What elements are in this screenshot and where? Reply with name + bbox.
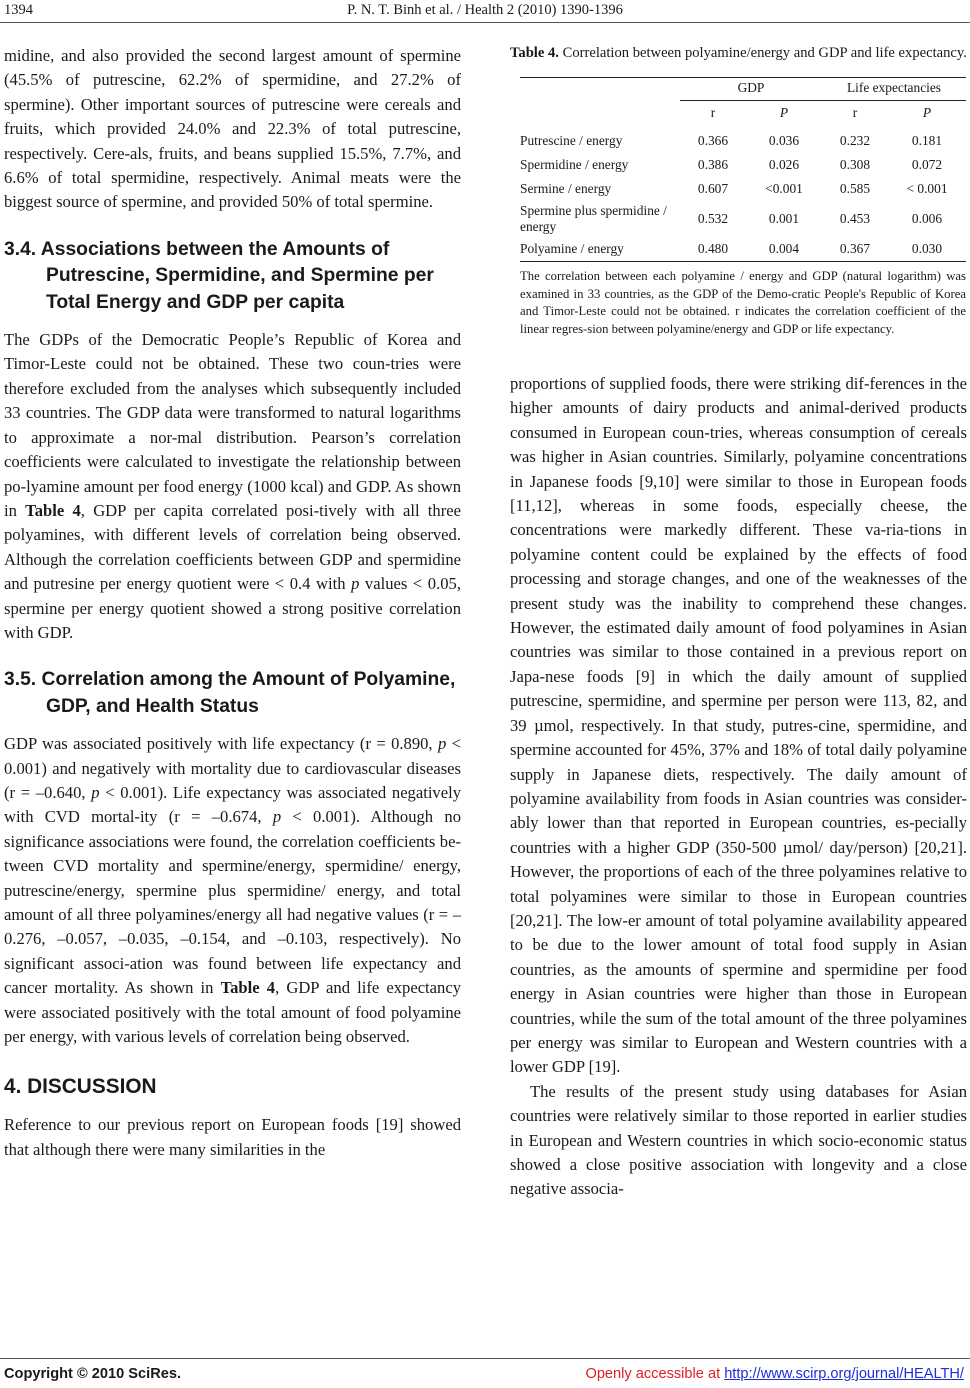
copyright-notice: Copyright © 2010 SciRes. [4, 1366, 182, 1382]
table-4-block [510, 44, 967, 338]
paragraph-results-continued: midine, and also provided the second largest amount of spermine (45.5% of putrescine, 62.2% of spermidine, and 27.2% of spermine). Other important sources of putrescine were cereals and fruits, which provided 24.0% and 22.3% of total putrescine, respectively. Cere-als, fruits, and beans supplied 15.5%, 7.7%, and 6.6% of total spermidine, respectively. Animal meats were the biggest source of spermine, and provided 50% of total spermine. [4, 46, 461, 212]
col-header-p: P [779, 105, 789, 120]
table-row: Sermine / energy 0.607 <0.001 0.585 < 0.001 [520, 181, 948, 196]
section-heading-discussion: 4. DISCUSSION [4, 1075, 157, 1099]
paragraph-discussion-continued: proportions of supplied foods, there were striking dif-ferences in the higher amounts of dairy products and animal-derived products consumed in European coun-tries, whereas consumption of cereals was higher in Asian countries. Similarly, polyamine concentrations in Japanese foods [9,10] were similar to those in European foods [11,12], whereas in some foods, especially cheese, the concentrations were markedly different. These va-ria-tions in polyamine content could be explained by the effects of food processing and storage changes, and one of the weaknesses of the present study was the inability to comprehend these changes. However, the estimated daily amount of food polyamines in Asian countries was similar to those contained in a previous report on Japa-nese foods [9] in which the daily amount of supplied putrescine, spermidine, and spermine per person were 113, 82, and 39 µmol, respectively. In that study, putres-cine, spermidine, and spermine accounted for 45%, 37% and 18% of total daily polyamine supply in Japanese diets, respectively. The daily amount of polyamine availability from foods in Asian countries was consider-ably lower than that reported in European countries, es-pecially countries with a higher GDP (350-500 µmol/ day/person) [20,21]. However, the proportions of each of the three polyamines relative to total polyamines were similar to those in European countries [20,21]. The low-er amount of total polyamine availability appeared to be due to the lower amount of total food supply in Asian countries, as the amounts of spermine and spermidine per food energy in Asian countries were higher than those in European countries, while the sum of the total amount of the three polyamines per energy was similar to European and Western countries with a lower GDP [19]. [510, 374, 967, 1077]
left-column [4, 44, 461, 1162]
col-header-r: r [852, 105, 858, 120]
table-footnote: The correlation between each polyamine / energy and GDP (natural logarithm) was examined in 33 countries, as the GDP of the Demo-cratic People's Republic of Korea and Timor-Leste could not be obtained. r indicates the correlation coefficient of the linear regres-sion between polyamine/energy and GDP or life expectancy. [520, 269, 966, 336]
col-header-p: P [922, 105, 932, 120]
col-header-r: r [710, 105, 716, 120]
section-heading-3-5: 3.5. Correlation among the Amount of Polyamine, GDP, and Health Status [4, 669, 456, 717]
table-reference[interactable]: Table 4 [25, 500, 81, 520]
paragraph-discussion-start: Reference to our previous report on European foods [19] showed that although there were many similarities in the [4, 1115, 461, 1159]
paragraph-health-status: GDP was associated positively with life expectancy (r = 0.890, p < 0.001) and negatively with mortality due to cardiovascular diseases (r = –0.640, p < 0.001). Life expectancy was associated negatively with CVD mortal-ity (r = –0.674, p < 0.001). Although no significance associations were found, the correlation coefficients be-tween CVD mortality and spermine/energy, spermidine/ energy, putrescine/energy, spermine plus spermidine/ energy, and total amount of all three polyamines/energy all had negative values (r = –0.276, –0.057, –0.035, –0.154, and –0.103, respectively). No significant associ-ation was found between life expectancy and cancer mortality. As shown in Table 4, GDP and life expectancy were associated positively with the total amount of food polyamine per energy, with various levels of correlation being observed. [4, 734, 462, 1047]
journal-link[interactable]: http://www.scirp.org/journal/HEALTH/ [724, 1366, 964, 1382]
page-number: 1394 [4, 2, 33, 18]
table-caption: Table 4. Correlation between polyamine/energy and GDP and life expectancy. [510, 45, 967, 61]
table-row: Polyamine / energy 0.480 0.004 0.367 0.030 [520, 241, 943, 256]
table-reference[interactable]: Table 4 [220, 978, 276, 998]
table-row: Putrescine / energy 0.366 0.036 0.232 0.181 [520, 133, 943, 148]
running-title: P. N. T. Binh et al. / Health 2 (2010) 1390-1396 [347, 2, 623, 18]
right-column [510, 372, 967, 1202]
page-header [0, 0, 970, 24]
paragraph-results-comparison: The results of the present study using databases for Asian countries were relatively similar to those reported in earlier studies in European and Western countries in which socio-economic status showed a close positive association with longevity and a close negative associa- [510, 1081, 967, 1199]
paragraph-gdp-association: The GDPs of the Democratic People’s Republic of Korea and Timor-Leste could not be obtained. These two coun-tries were therefore excluded from the analyses which subsequently included 33 countries. The GDP data were transformed to natural logarithms to approximate a nor-mal distribution. Pearson’s correlation coefficients were calculated to investigate the relationship between po-lyamine amount per food energy (1000 kcal) and GDP. As shown in Table 4, GDP per capita correlated posi-tively with all three polyamines, with different levels of correlation being observed. Although the correlation coefficients between GDP and spermidine and putresine per energy quotient were < 0.4 with p values < 0.05, spermine per energy quotient showed a strong positive correlation with GDP. [4, 330, 461, 642]
correlation-table [520, 77, 966, 262]
header-rule [0, 22, 970, 23]
table-row: Spermine plus spermidine / energy 0.532 0.001 0.453 0.006 [520, 203, 943, 234]
section-heading-3-4: 3.4. Associations between the Amounts of Putrescine, Spermidine, and Spermine per Total Energy and GDP per capita [4, 238, 434, 313]
group-header-gdp: GDP [680, 78, 822, 101]
page-footer [0, 1364, 970, 1388]
access-notice: Openly accessible at http://www.scirp.org/journal/HEALTH/ [585, 1366, 964, 1382]
table-row: Spermidine / energy 0.386 0.026 0.308 0.072 [520, 157, 943, 172]
footer-rule [0, 1358, 970, 1359]
group-header-life: Life expectancies [822, 78, 966, 101]
